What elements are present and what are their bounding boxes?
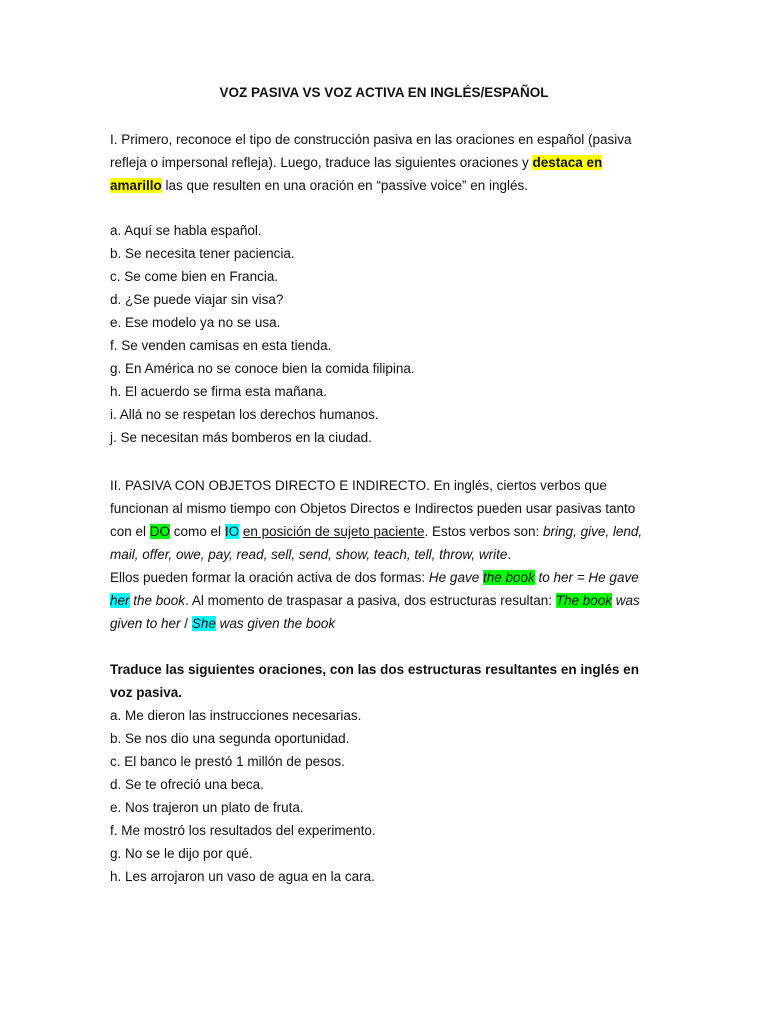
list-item: e. Nos trajeron un plato de fruta. — [110, 800, 304, 815]
section1-paragraph — [110, 128, 650, 197]
list-item: c. El banco le prestó 1 millón de pesos. — [110, 754, 345, 769]
example1-book: the book — [482, 570, 535, 585]
section3 — [110, 658, 650, 888]
document-title: VOZ PASIVA VS VOZ ACTIVA EN INGLÉS/ESPAÑOL — [219, 85, 549, 100]
section2-text-b: como el — [170, 524, 225, 539]
sentence-list-2 — [110, 704, 650, 888]
list-item: g. En América no se conoce bien la comida filipina. — [110, 361, 415, 376]
underlined-phrase: en posición de sujeto paciente — [242, 524, 425, 539]
section3-heading: Traduce las siguientes oraciones, con las dos estructuras resultantes en inglés en voz pasiva. — [110, 662, 639, 700]
example2-the-book: The book — [555, 593, 613, 608]
intro-text: I. Primero, reconoce el tipo de construcción pasiva en las oraciones en español (pasiva refleja o impersonal refleja). Luego, traduce las siguientes oraciones y — [110, 132, 632, 170]
intro-text-end: las que resulten en una oración en “passive voice” en inglés. — [161, 178, 529, 193]
section1-list — [110, 219, 650, 449]
list-item: b. Se nos dio una segunda oportunidad. — [110, 731, 350, 746]
io-label: IO — [224, 524, 240, 539]
example2-rest: was given to her — [110, 593, 640, 631]
section2-text-e: . — [507, 547, 512, 562]
section2-text-a: II. PASIVA CON OBJETOS DIRECTO E INDIRECTO. En inglés, ciertos verbos que funcionan al mismo tiempo con Objetos Directos e Indirectos pueden usar pasivas tanto con el — [110, 478, 636, 539]
list-item: f. Se venden camisas en esta tienda. — [110, 338, 332, 353]
list-item: c. Se come bien en Francia. — [110, 269, 279, 284]
examples-slash: / — [180, 616, 192, 631]
highlighted-instruction: destaca en amarillo — [110, 155, 603, 193]
list-item: a. Aquí se habla español. — [110, 223, 262, 238]
list-item: d. Se te ofreció una beca. — [110, 777, 264, 792]
example3-she: She — [191, 616, 216, 631]
example1-her: her — [110, 593, 130, 608]
sentence-list-1 — [110, 219, 650, 449]
verbs-list: bring, give, lend, mail, offer, owe, pay, read, sell, send, show, teach, tell, throw, write — [110, 524, 643, 562]
list-item: f. Me mostró los resultados del experimento. — [110, 823, 376, 838]
example1-a: He gave — [428, 570, 483, 585]
list-item: b. Se necesita tener paciencia. — [110, 246, 295, 261]
example3-rest: was given the book — [215, 616, 336, 631]
list-item: h. El acuerdo se firma esta mañana. — [110, 384, 327, 399]
section2-text-d: . Estos verbos son: — [424, 524, 544, 539]
examples-intro: Ellos pueden formar la oración activa de dos formas: — [110, 570, 429, 585]
examples-mid: . Al momento de traspasar a pasiva, dos estructuras resultan: — [185, 593, 556, 608]
list-item: a. Me dieron las instrucciones necesarias. — [110, 708, 362, 723]
list-item: d. ¿Se puede viajar sin visa? — [110, 292, 284, 307]
section2-paragraph — [110, 474, 650, 566]
section1-intro — [110, 128, 650, 197]
do-label: DO — [149, 524, 171, 539]
section2-text — [110, 474, 650, 635]
list-item: e. Ese modelo ya no se usa. — [110, 315, 281, 330]
list-item: i. Allá no se respetan los derechos humanos. — [110, 407, 379, 422]
list-item: j. Se necesitan más bomberos en la ciudad. — [110, 430, 372, 445]
example1-c: to her = He gave — [534, 570, 639, 585]
list-item: h. Les arrojaron un vaso de agua en la cara. — [110, 869, 375, 884]
list-item: g. No se le dijo por qué. — [110, 846, 253, 861]
example1-e: the book — [129, 593, 186, 608]
section2-examples — [110, 566, 650, 635]
